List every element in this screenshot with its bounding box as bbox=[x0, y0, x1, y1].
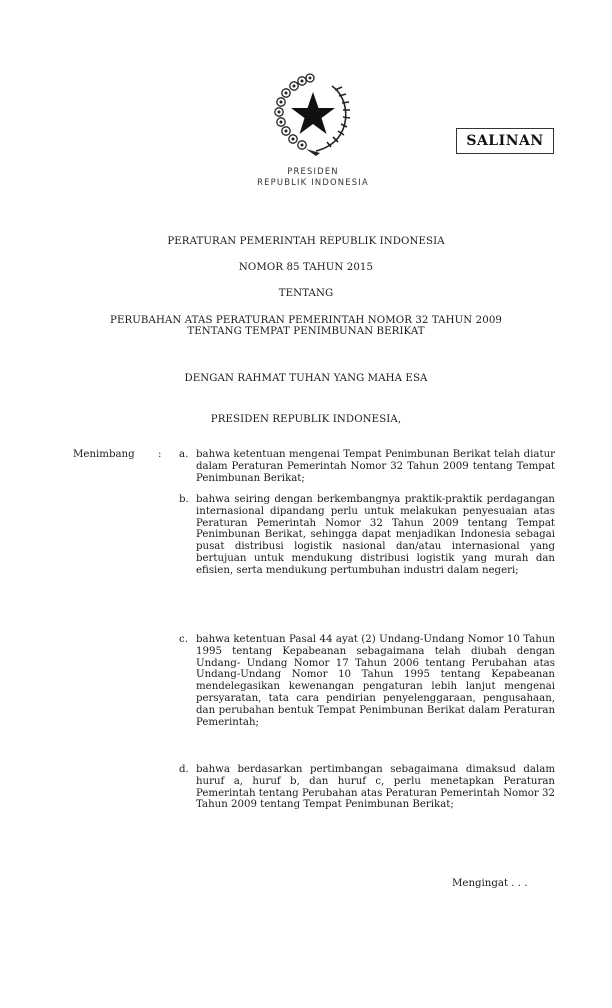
issuer: PRESIDEN REPUBLIK INDONESIA, bbox=[210, 414, 402, 425]
item-text: bahwa ketentuan Pasal 44 ayat (2) Undang-Undang Nomor 10 Tahun 1995 tentang Kepabeanan sebagaimana telah diubah dengan Undang- Undang Nomor 17 Tahun 2006 tentang Perubahan atas Undang-Undang Nomor 10 Tahun 1995 tentang Kepabeanan mendelegasikan kewenangan pengaturan lebih lanjut mengenai persyaratan, tata cara pendirian penyelenggaraan, pengusahaan, dan perubahan bentuk Tempat Penimbunan Berikat dalam Peraturan Pemerintah; bbox=[196, 634, 555, 728]
item-text: bahwa seiring dengan berkembangnya praktik-praktik perdagangan internasional dipandang perlu untuk melakukan penyesuaian atas Peraturan Pemerintah Nomor 32 Tahun 2009 tentang Tempat Penimbunan Berikat, sehingga dapat menjadikan Indonesia sebagai pusat distribusi logistik nasional dan/atau internasional yang bertujuan untuk mendukung distribusi logistik yang murah dan efisien, serta mendukung pertumbuhan industri dalam negeri; bbox=[196, 494, 555, 576]
regulation-number: NOMOR 85 TAHUN 2015 bbox=[238, 262, 374, 273]
item-letter: c. bbox=[179, 634, 188, 645]
invocation: DENGAN RAHMAT TUHAN YANG MAHA ESA bbox=[184, 373, 428, 384]
item-letter: a. bbox=[179, 449, 189, 460]
item-letter: b. bbox=[179, 494, 189, 505]
considering-item-c bbox=[179, 634, 555, 728]
item-text: bahwa berdasarkan pertimbangan sebagaimana dimaksud dalam huruf a, huruf b, dan huruf c, perlu menetapkan Peraturan Pemerintah tentang Perubahan atas Peraturan Pemerintah Nomor 32 Tahun 2009 tentang Tempat Penimbunan Berikat; bbox=[196, 764, 555, 811]
salinan-stamp: SALINAN bbox=[456, 128, 554, 154]
regulation-subject-line1: PERUBAHAN ATAS PERATURAN PEMERINTAH NOMOR 32 TAHUN 2009 bbox=[109, 315, 502, 326]
emblem-caption-republic: REPUBLIK INDONESIA bbox=[257, 177, 369, 187]
regulation-about-label: TENTANG bbox=[278, 288, 334, 299]
item-letter: d. bbox=[179, 764, 189, 775]
regulation-subject-line2: TENTANG TEMPAT PENIMBUNAN BERIKAT bbox=[187, 326, 425, 337]
item-text: bahwa ketentuan mengenai Tempat Penimbunan Berikat telah diatur dalam Peraturan Pemerintah Nomor 32 Tahun 2009 tentang Tempat Penimbunan Berikat; bbox=[196, 449, 555, 484]
considering-item-a bbox=[179, 449, 555, 484]
regulation-title: PERATURAN PEMERINTAH REPUBLIK INDONESIA bbox=[167, 236, 445, 247]
considering-label: Menimbang bbox=[73, 449, 135, 460]
considering-item-b bbox=[179, 494, 555, 577]
considering-item-d bbox=[179, 764, 555, 811]
garuda-emblem-icon bbox=[272, 72, 354, 158]
emblem-caption-president: PRESIDEN bbox=[287, 166, 339, 176]
considering-colon: : bbox=[158, 449, 162, 460]
page-continuation: Mengingat . . . bbox=[452, 878, 528, 889]
